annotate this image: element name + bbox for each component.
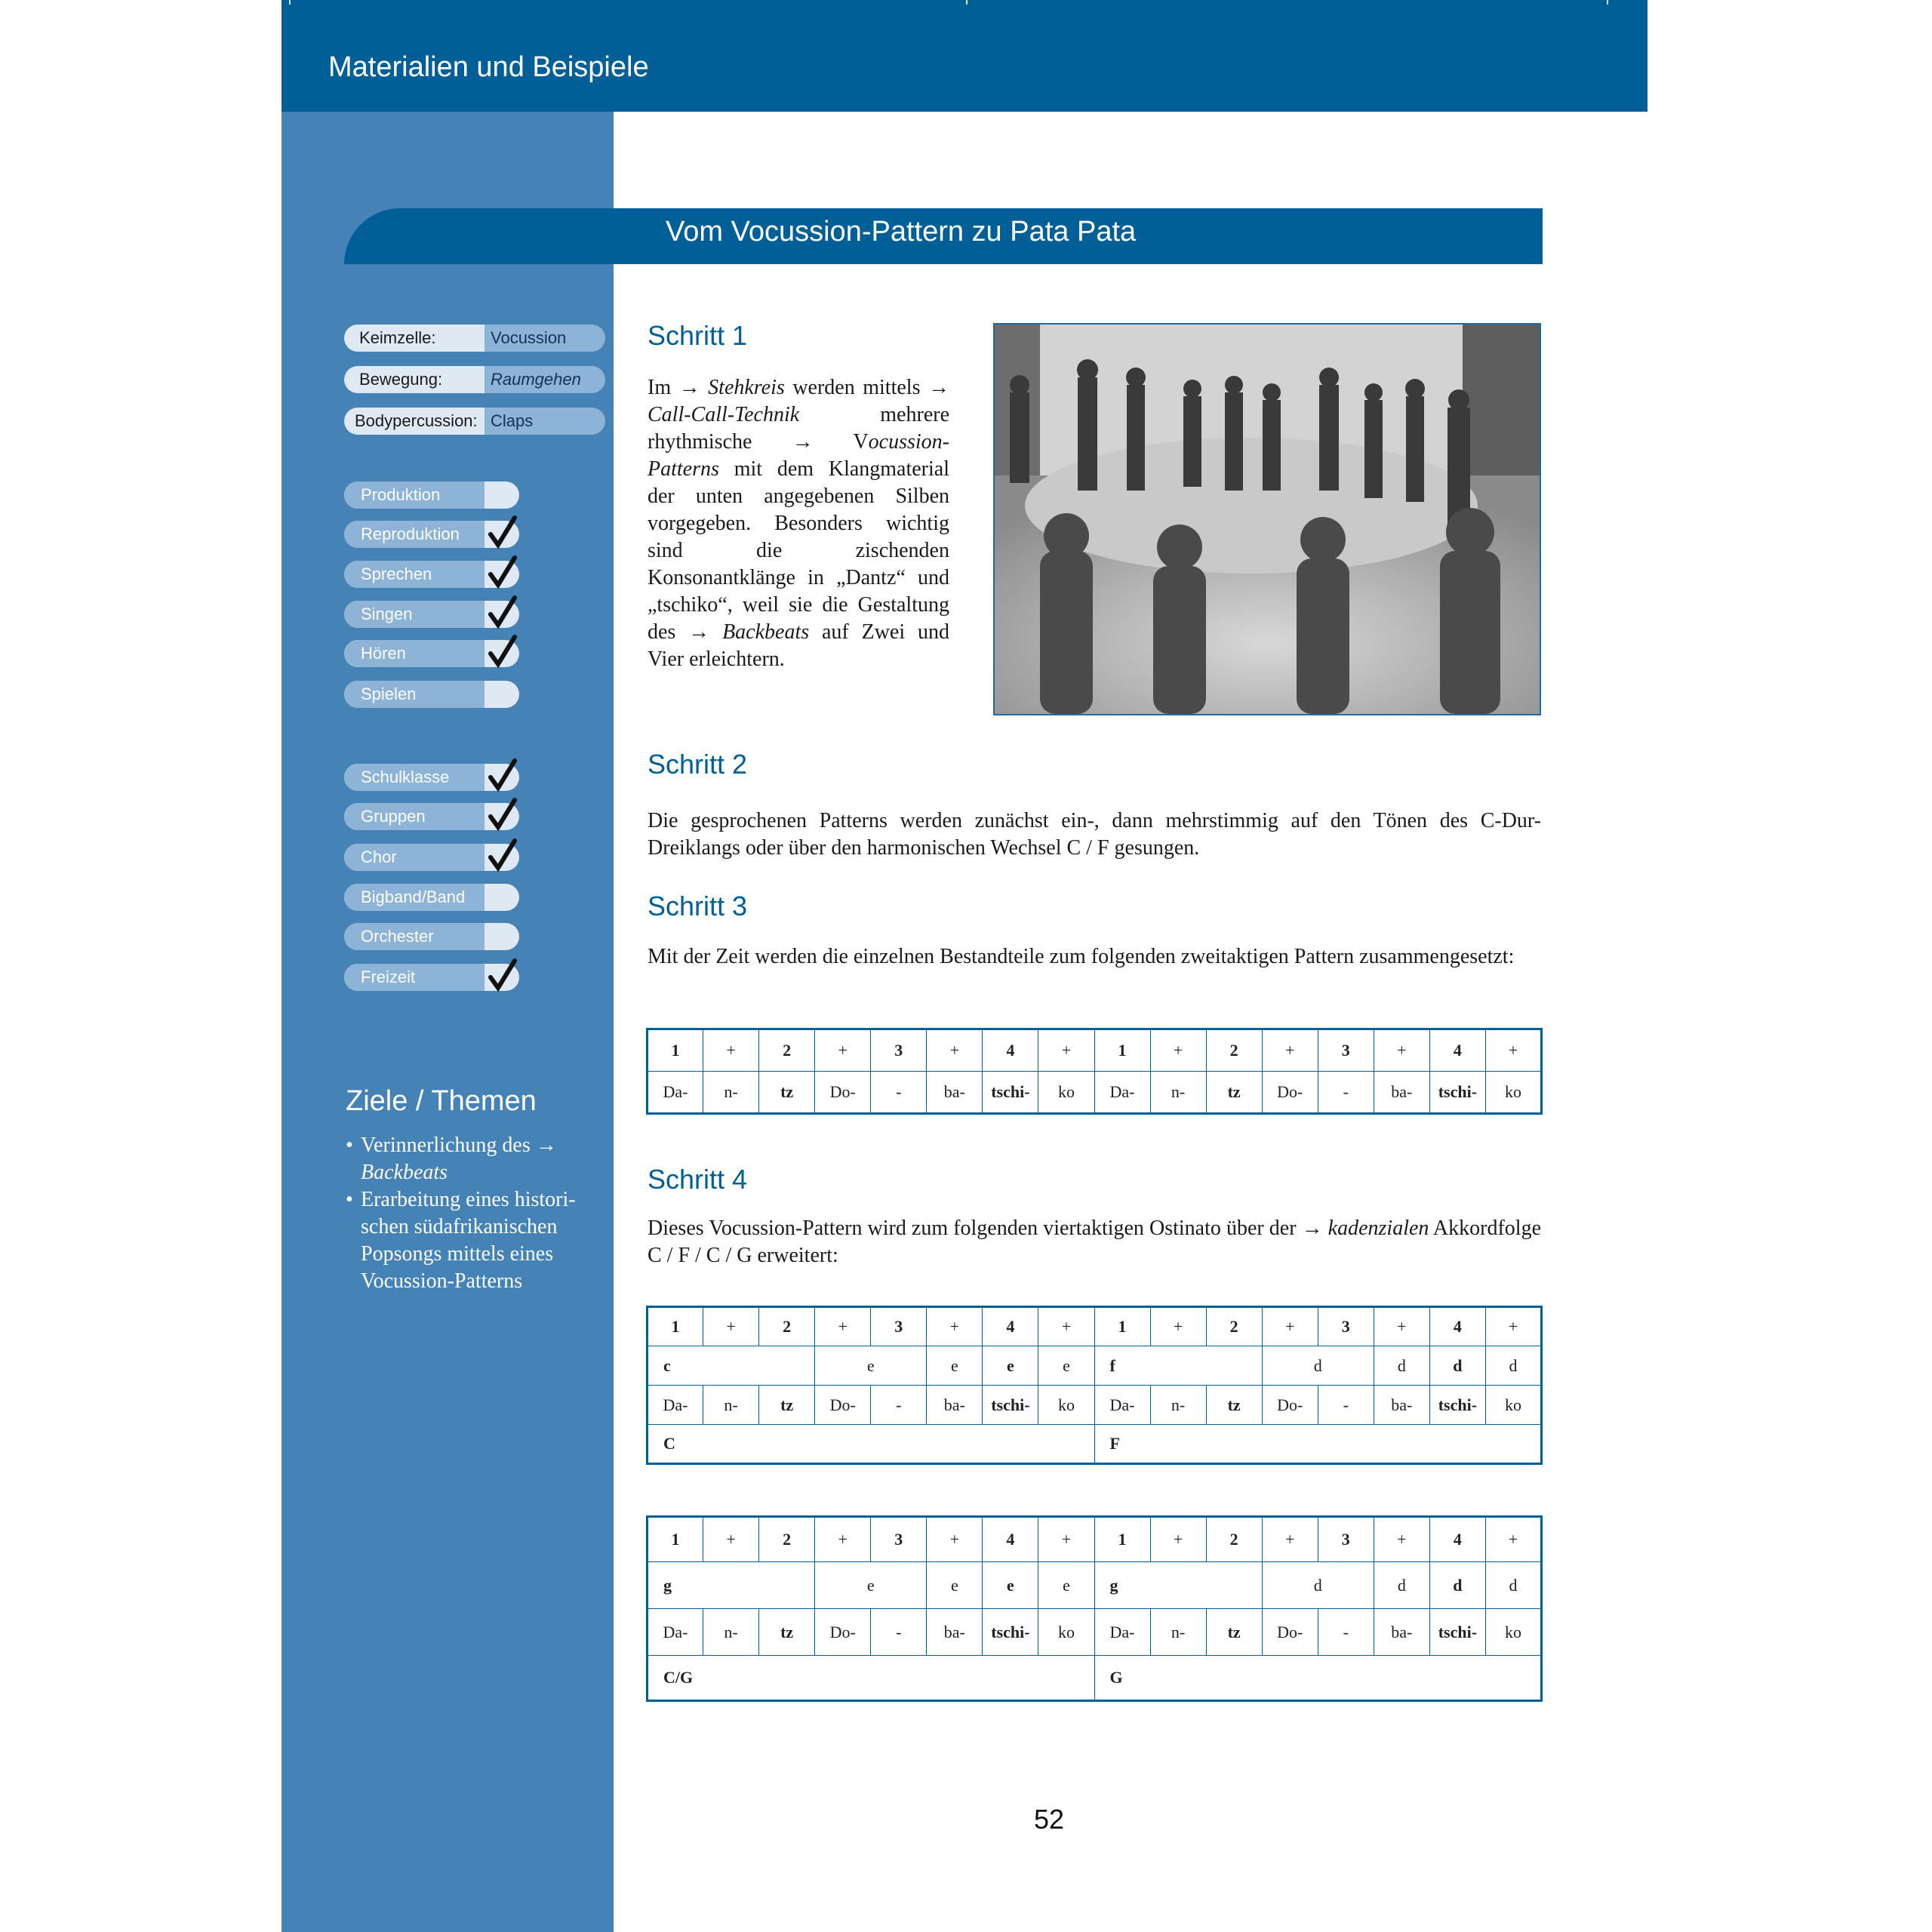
count-cell: + (1374, 1517, 1429, 1562)
header-title: Materialien und Beispiele (328, 51, 649, 83)
syllables-row (648, 1609, 1542, 1656)
count-cell: 2 (759, 1307, 815, 1346)
activity-label: Spielen (344, 681, 485, 708)
text-run-italic: kadenzialen (1327, 1217, 1429, 1240)
photo-illustration (995, 325, 1540, 714)
activity-hoeren (344, 640, 519, 667)
count-cell: + (927, 1029, 983, 1072)
syllable-cell: n- (703, 1386, 759, 1425)
syllable-cell: Da- (648, 1072, 703, 1114)
checkmark-icon (488, 595, 518, 629)
syllable-cell: - (871, 1386, 927, 1425)
count-cell: 4 (1429, 1029, 1485, 1072)
notes-row (648, 1346, 1542, 1386)
syllables-row (648, 1386, 1542, 1425)
count-cell: + (1150, 1517, 1206, 1562)
bullet: • (346, 1188, 353, 1211)
text-run: Im → (648, 376, 709, 399)
text-run-italic: Backbeats (722, 620, 810, 644)
classroom-photo (993, 323, 1541, 715)
step-4-text (648, 1215, 1541, 1269)
count-cell: 1 (648, 1307, 703, 1346)
group-orchester (344, 923, 519, 950)
activity-produktion (344, 481, 519, 509)
count-cell: 4 (1429, 1307, 1485, 1346)
count-cell: 3 (1318, 1517, 1374, 1562)
info-label: Bodypercussion: (344, 408, 485, 435)
count-cell: + (1150, 1029, 1206, 1072)
count-cell: + (815, 1517, 871, 1562)
count-cell: 2 (759, 1517, 815, 1562)
chords-row (648, 1425, 1542, 1464)
count-cell: + (1038, 1517, 1094, 1562)
count-cell: + (927, 1307, 983, 1346)
count-cell: + (815, 1307, 871, 1346)
notes-row (648, 1562, 1542, 1609)
count-cell: 1 (1094, 1029, 1150, 1072)
note-cell: d (1262, 1562, 1374, 1609)
group-freizeit (344, 964, 519, 991)
group-label: Schulklasse (344, 764, 485, 791)
goal-text: Erarbeitung eines histori-schen südafrikanischen Popsongs mittels eines Vocussion-Patterns (361, 1188, 576, 1293)
syllable-cell: n- (1150, 1609, 1206, 1656)
count-cell: + (1485, 1029, 1541, 1072)
checkmark-icon (488, 555, 518, 589)
count-cell: + (1038, 1029, 1094, 1072)
syllable-cell: tz (759, 1609, 815, 1656)
count-cell: + (1262, 1307, 1318, 1346)
count-cell: 2 (1206, 1029, 1262, 1072)
count-cell: 1 (648, 1517, 703, 1562)
activity-label: Sprechen (344, 561, 485, 588)
step-3-text: Mit der Zeit werden die einzelnen Bestandteile zum folgenden zweitaktigen Pattern zusammengesetzt: (648, 945, 1515, 968)
count-cell: 1 (1094, 1517, 1150, 1562)
count-cell: + (815, 1029, 871, 1072)
goals-list (346, 1132, 602, 1295)
info-keimzelle (344, 325, 605, 352)
count-cell: 2 (1206, 1517, 1262, 1562)
group-label: Bigband/Band (344, 884, 485, 911)
goal-item (346, 1132, 602, 1186)
count-cell: + (703, 1517, 759, 1562)
syllable-cell: - (1318, 1609, 1374, 1656)
activity-spielen (344, 681, 519, 708)
chords-row (648, 1656, 1542, 1701)
group-label: Freizeit (344, 964, 485, 991)
syllable-cell: Da- (1094, 1386, 1150, 1425)
count-cell: + (703, 1029, 759, 1072)
crop-mark (289, 0, 291, 5)
syllable-cell: ba- (1374, 1386, 1429, 1425)
syllable-cell: Do- (1262, 1072, 1318, 1114)
note-cell: c (648, 1346, 815, 1386)
text-run-italic: Call-Call-Technik (648, 403, 800, 426)
syllable-cell: tz (1206, 1386, 1262, 1425)
note-cell: e (815, 1346, 927, 1386)
text-run: mit dem Klangmaterial der unten angegebenen Silben vorgegeben. Besonders wichtig sind die zischenden Konsonantklänge in „Dantz“ und „tschiko“, weil sie die Gestaltung des → (648, 457, 949, 644)
syllable-cell: Do- (1262, 1386, 1318, 1425)
note-cell: d (1485, 1562, 1541, 1609)
count-cell: 3 (1318, 1307, 1374, 1346)
count-cell: + (1038, 1307, 1094, 1346)
step-2-text: Die gesprochenen Patterns werden zunächst ein-, dann mehrstimmig auf den Tönen des C-Dur-Dreiklangs oder über den harmonischen Wechsel C / F gesungen. (648, 809, 1541, 860)
syllable-cell: ko (1038, 1072, 1094, 1114)
info-label: Bewegung: (344, 366, 485, 393)
goals-title: Ziele / Themen (346, 1085, 537, 1117)
checkmark-icon (488, 515, 518, 549)
activity-sprechen (344, 561, 519, 588)
info-label: Keimzelle: (344, 325, 485, 352)
count-cell: 4 (983, 1029, 1038, 1072)
bullet: • (346, 1134, 353, 1157)
syllable-cell: Da- (648, 1386, 703, 1425)
count-cell: + (1485, 1517, 1541, 1562)
note-cell: d (1429, 1346, 1485, 1386)
step-2-title: Schritt 2 (648, 749, 748, 780)
text-run: auf Zwei und Vier erleichtern. (648, 620, 949, 671)
note-cell: g (1094, 1562, 1262, 1609)
syllable-cell: ko (1485, 1386, 1541, 1425)
syllable-cell: tschi- (983, 1072, 1038, 1114)
crop-mark (1607, 0, 1608, 5)
text-run: Dieses Vocussion-Pattern wird zum folgenden viertaktigen Ostinato über der → (648, 1217, 1328, 1240)
activity-singen (344, 601, 519, 628)
count-cell: 1 (1094, 1307, 1150, 1346)
group-bigband (344, 884, 519, 911)
syllable-cell: ba- (927, 1072, 983, 1114)
counts-row (648, 1517, 1542, 1562)
count-cell: + (1374, 1029, 1429, 1072)
syllable-cell: Do- (815, 1386, 871, 1425)
note-cell: e (927, 1346, 983, 1386)
count-cell: 4 (1429, 1517, 1485, 1562)
counts-row (648, 1307, 1542, 1346)
syllable-cell: tschi- (1429, 1386, 1485, 1425)
syllable-cell: - (1318, 1386, 1374, 1425)
syllable-cell: ba- (927, 1386, 983, 1425)
note-cell: d (1374, 1562, 1429, 1609)
syllable-cell: n- (703, 1609, 759, 1656)
syllable-cell: ba- (1374, 1609, 1429, 1656)
count-cell: 3 (1318, 1029, 1374, 1072)
count-cell: + (1374, 1307, 1429, 1346)
syllable-cell: n- (703, 1072, 759, 1114)
note-cell: f (1094, 1346, 1262, 1386)
chord-cell: C/G (648, 1656, 1095, 1701)
syllable-cell: tz (1206, 1609, 1262, 1656)
page-number: 52 (1033, 1804, 1065, 1835)
count-cell: + (1262, 1029, 1318, 1072)
syllable-cell: tschi- (983, 1609, 1038, 1656)
note-cell: e (983, 1562, 1038, 1609)
text-run-italic: ocussion-Patterns (648, 430, 949, 481)
note-cell: d (1262, 1346, 1374, 1386)
syllable-cell: ko (1038, 1609, 1094, 1656)
info-value: Vocussion (491, 328, 567, 347)
syllable-cell: n- (1150, 1072, 1206, 1114)
group-schulklasse (344, 764, 519, 791)
chord-cell: C (648, 1425, 1095, 1464)
note-cell: e (1038, 1562, 1094, 1609)
syllable-cell: Do- (815, 1609, 871, 1656)
syllable-cell: ko (1485, 1072, 1541, 1114)
syllable-cell: ba- (1374, 1072, 1429, 1114)
syllable-cell: tschi- (983, 1386, 1038, 1425)
count-cell: 1 (648, 1029, 703, 1072)
count-cell: 3 (871, 1307, 927, 1346)
step-4-title: Schritt 4 (648, 1164, 748, 1195)
text-run: mehrere rhythmische → V (648, 403, 949, 454)
group-label: Gruppen (344, 803, 485, 830)
checkmark-icon (488, 838, 518, 872)
goal-item (346, 1186, 602, 1295)
count-cell: 2 (759, 1029, 815, 1072)
syllable-cell: - (1318, 1072, 1374, 1114)
note-cell: e (815, 1562, 927, 1609)
syllable-cell: Da- (1094, 1072, 1150, 1114)
count-cell: + (1262, 1517, 1318, 1562)
text-run: Akkordfolge C / F / C / G erweitert: (648, 1217, 1542, 1267)
activity-label: Reproduktion (344, 521, 485, 548)
group-label: Orchester (344, 923, 485, 950)
checkmark-icon (488, 758, 518, 792)
group-gruppen (344, 803, 519, 830)
syllable-cell: - (871, 1072, 927, 1114)
ostinato-table-2 (646, 1515, 1543, 1702)
syllable-cell: ko (1038, 1386, 1094, 1425)
syllable-cell: tschi- (1429, 1072, 1485, 1114)
syllable-cell: Do- (1262, 1609, 1318, 1656)
syllable-cell: tz (1206, 1072, 1262, 1114)
chapter-banner (344, 208, 1543, 264)
syllable-cell: Da- (1094, 1609, 1150, 1656)
count-cell: 4 (983, 1517, 1038, 1562)
syllable-cell: - (871, 1609, 927, 1656)
step-3-title: Schritt 3 (648, 891, 748, 921)
activity-reproduktion (344, 521, 519, 548)
syllable-cell: ko (1485, 1609, 1541, 1656)
text-run: werden mittels → (784, 376, 949, 399)
checkmark-icon (488, 958, 518, 992)
goal-text-italic: Backbeats (361, 1161, 448, 1184)
pattern-table-1 (646, 1028, 1543, 1115)
chord-cell: G (1094, 1656, 1542, 1701)
syllable-cell: n- (1150, 1386, 1206, 1425)
note-cell: e (927, 1562, 983, 1609)
count-cell: + (1485, 1307, 1541, 1346)
note-cell: d (1429, 1562, 1485, 1609)
activity-label: Singen (344, 601, 485, 628)
checkmark-icon (488, 797, 518, 832)
syllable-cell: tz (759, 1072, 815, 1114)
info-bodypercussion (344, 408, 605, 435)
note-cell: g (648, 1562, 815, 1609)
count-cell: 2 (1206, 1307, 1262, 1346)
syllable-cell: Do- (815, 1072, 871, 1114)
info-value: Claps (491, 411, 534, 430)
info-bewegung (344, 366, 605, 393)
syllables-row (648, 1072, 1542, 1114)
group-label: Chor (344, 844, 485, 871)
note-cell: d (1485, 1346, 1541, 1386)
crop-mark (966, 0, 968, 5)
counts-row (648, 1029, 1542, 1072)
count-cell: + (703, 1307, 759, 1346)
syllable-cell: tschi- (1429, 1609, 1485, 1656)
count-cell: + (1150, 1307, 1206, 1346)
goal-text: Verinnerlichung des → (361, 1134, 557, 1157)
count-cell: 3 (871, 1029, 927, 1072)
chapter-title: Vom Vocussion-Pattern zu Pata Pata (666, 216, 1137, 248)
count-cell: + (927, 1517, 983, 1562)
step-1-text (648, 374, 949, 673)
page-header (281, 0, 1647, 112)
count-cell: 4 (983, 1307, 1038, 1346)
note-cell: d (1374, 1346, 1429, 1386)
note-cell: e (983, 1346, 1038, 1386)
chord-cell: F (1094, 1425, 1542, 1464)
group-chor (344, 844, 519, 871)
syllable-cell: Da- (648, 1609, 703, 1656)
count-cell: 3 (871, 1517, 927, 1562)
note-cell: e (1038, 1346, 1094, 1386)
info-value: Raumgehen (491, 370, 581, 389)
step-1-title: Schritt 1 (648, 320, 748, 351)
syllable-cell: ba- (927, 1609, 983, 1656)
syllable-cell: tz (759, 1386, 815, 1425)
activity-label: Produktion (344, 481, 485, 509)
activity-label: Hören (344, 640, 485, 667)
checkmark-icon (488, 634, 518, 669)
ostinato-table-1 (646, 1306, 1543, 1465)
text-run-italic: Stehkreis (708, 376, 785, 399)
